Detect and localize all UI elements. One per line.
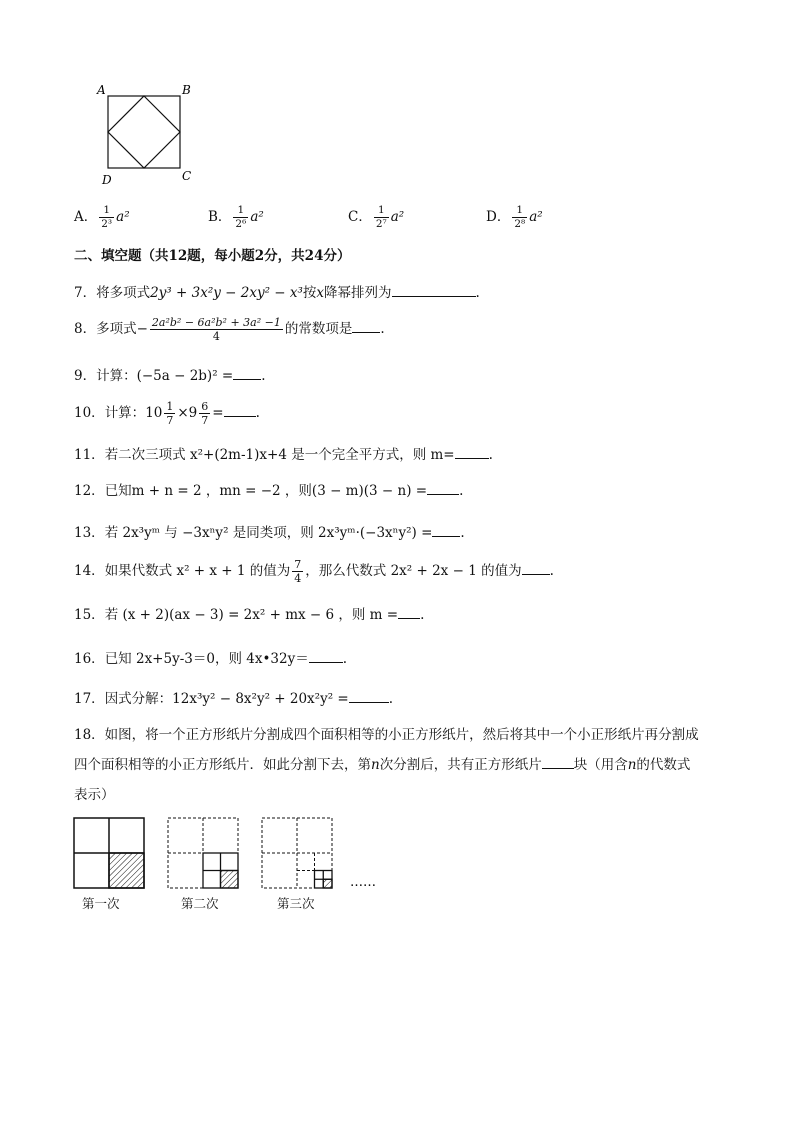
question-11: 11．若二次三项式 x²+(2m-1)x+4 是一个完全平方式，则 m= .	[74, 444, 493, 465]
option-a[interactable]: A． $\frac{1}{\text{2³}}$ a²	[74, 204, 130, 230]
answer-blank[interactable]	[392, 282, 476, 297]
label-a: A	[97, 83, 106, 97]
option-b[interactable]: B． $\frac{1}{\text{2⁶}}$ a²	[208, 204, 264, 230]
question-8: 8．多项式− $\frac{\text{2a²b² − 6a²b² + 3a² −1}}{4}$ 的常数项是 .	[74, 316, 385, 343]
option-c[interactable]: C． $\frac{1}{\text{2⁷}}$ a²	[348, 204, 405, 230]
question-7: 7．将多项式2y³ + 3x²y − 2xy² − x³按x降幂排列为 .	[74, 282, 480, 303]
answer-blank[interactable]	[352, 318, 380, 333]
answer-blank[interactable]	[522, 560, 550, 575]
answer-blank[interactable]	[349, 688, 389, 703]
q18-line-1: 18．如图，将一个正方形纸片分割成四个面积相等的小正方形纸片，然后将其中一个小正形纸片再分割成	[74, 727, 699, 743]
answer-blank[interactable]	[224, 402, 256, 417]
caption-third: 第三次	[277, 896, 315, 911]
label-c: C	[182, 169, 192, 183]
q18-line-3: 表示）	[74, 787, 115, 803]
figure-second	[168, 818, 238, 888]
figure-third	[262, 818, 332, 888]
inner-square	[108, 96, 180, 168]
question-9: 9．计算：(−5a − 2b)² = .	[74, 365, 266, 386]
label-d: D	[102, 173, 112, 187]
question-14: 14．如果代数式 x² + x + 1 的值为 $\frac{7}{4}$ ，那么代数式 2x² + 2x − 1 的值为 .	[74, 558, 554, 585]
option-d[interactable]: D． $\frac{1}{\text{2⁸}}$ a²	[486, 204, 543, 230]
caption-second: 第二次	[181, 896, 219, 911]
square-figure	[94, 80, 204, 190]
caption-first: 第一次	[82, 896, 120, 911]
label-b: B	[182, 83, 191, 97]
q18-line-2: 四个面积相等的小正方形纸片．如此分割下去，第n次分割后，共有正方形纸片 块（用含n的代数式	[74, 750, 724, 780]
question-16: 16．已知 2x+5y-3＝0，则 4x•32y＝ .	[74, 648, 347, 669]
answer-blank[interactable]	[427, 480, 459, 495]
question-10: 10．计算：10 $\frac{1}{7}$ ×9 $\frac{6}{7}$ = .	[74, 400, 260, 427]
figure-first	[74, 818, 144, 888]
question-12: 12．已知m + n = 2 ，mn = −2 ，则(3 − m)(3 − n) = .	[74, 480, 463, 501]
hatched-square	[323, 879, 332, 888]
question-15: 15．若 (x + 2)(ax − 3) = 2x² + mx − 6 ，则 m = .	[74, 604, 424, 625]
answer-blank[interactable]	[398, 604, 420, 619]
answer-blank[interactable]	[233, 365, 261, 380]
answer-blank[interactable]	[542, 754, 574, 769]
question-13: 13．若 2x³yᵐ 与 −3xⁿy² 是同类项，则 2x³yᵐ·(−3xⁿy²) = .	[74, 522, 465, 543]
outer-square	[108, 96, 180, 168]
question-17: 17．因式分解：12x³y² − 8x²y² + 20x²y² = .	[74, 688, 393, 709]
answer-blank[interactable]	[309, 648, 343, 663]
hatched-square	[109, 853, 144, 888]
question-18	[74, 720, 724, 810]
answer-blank[interactable]	[432, 522, 460, 537]
section-title: 二、填空题（共12题，每小题2分，共24分）	[74, 248, 351, 264]
answer-blank[interactable]	[455, 444, 489, 459]
ellipsis: ……	[350, 875, 376, 890]
hatched-square	[221, 871, 239, 889]
